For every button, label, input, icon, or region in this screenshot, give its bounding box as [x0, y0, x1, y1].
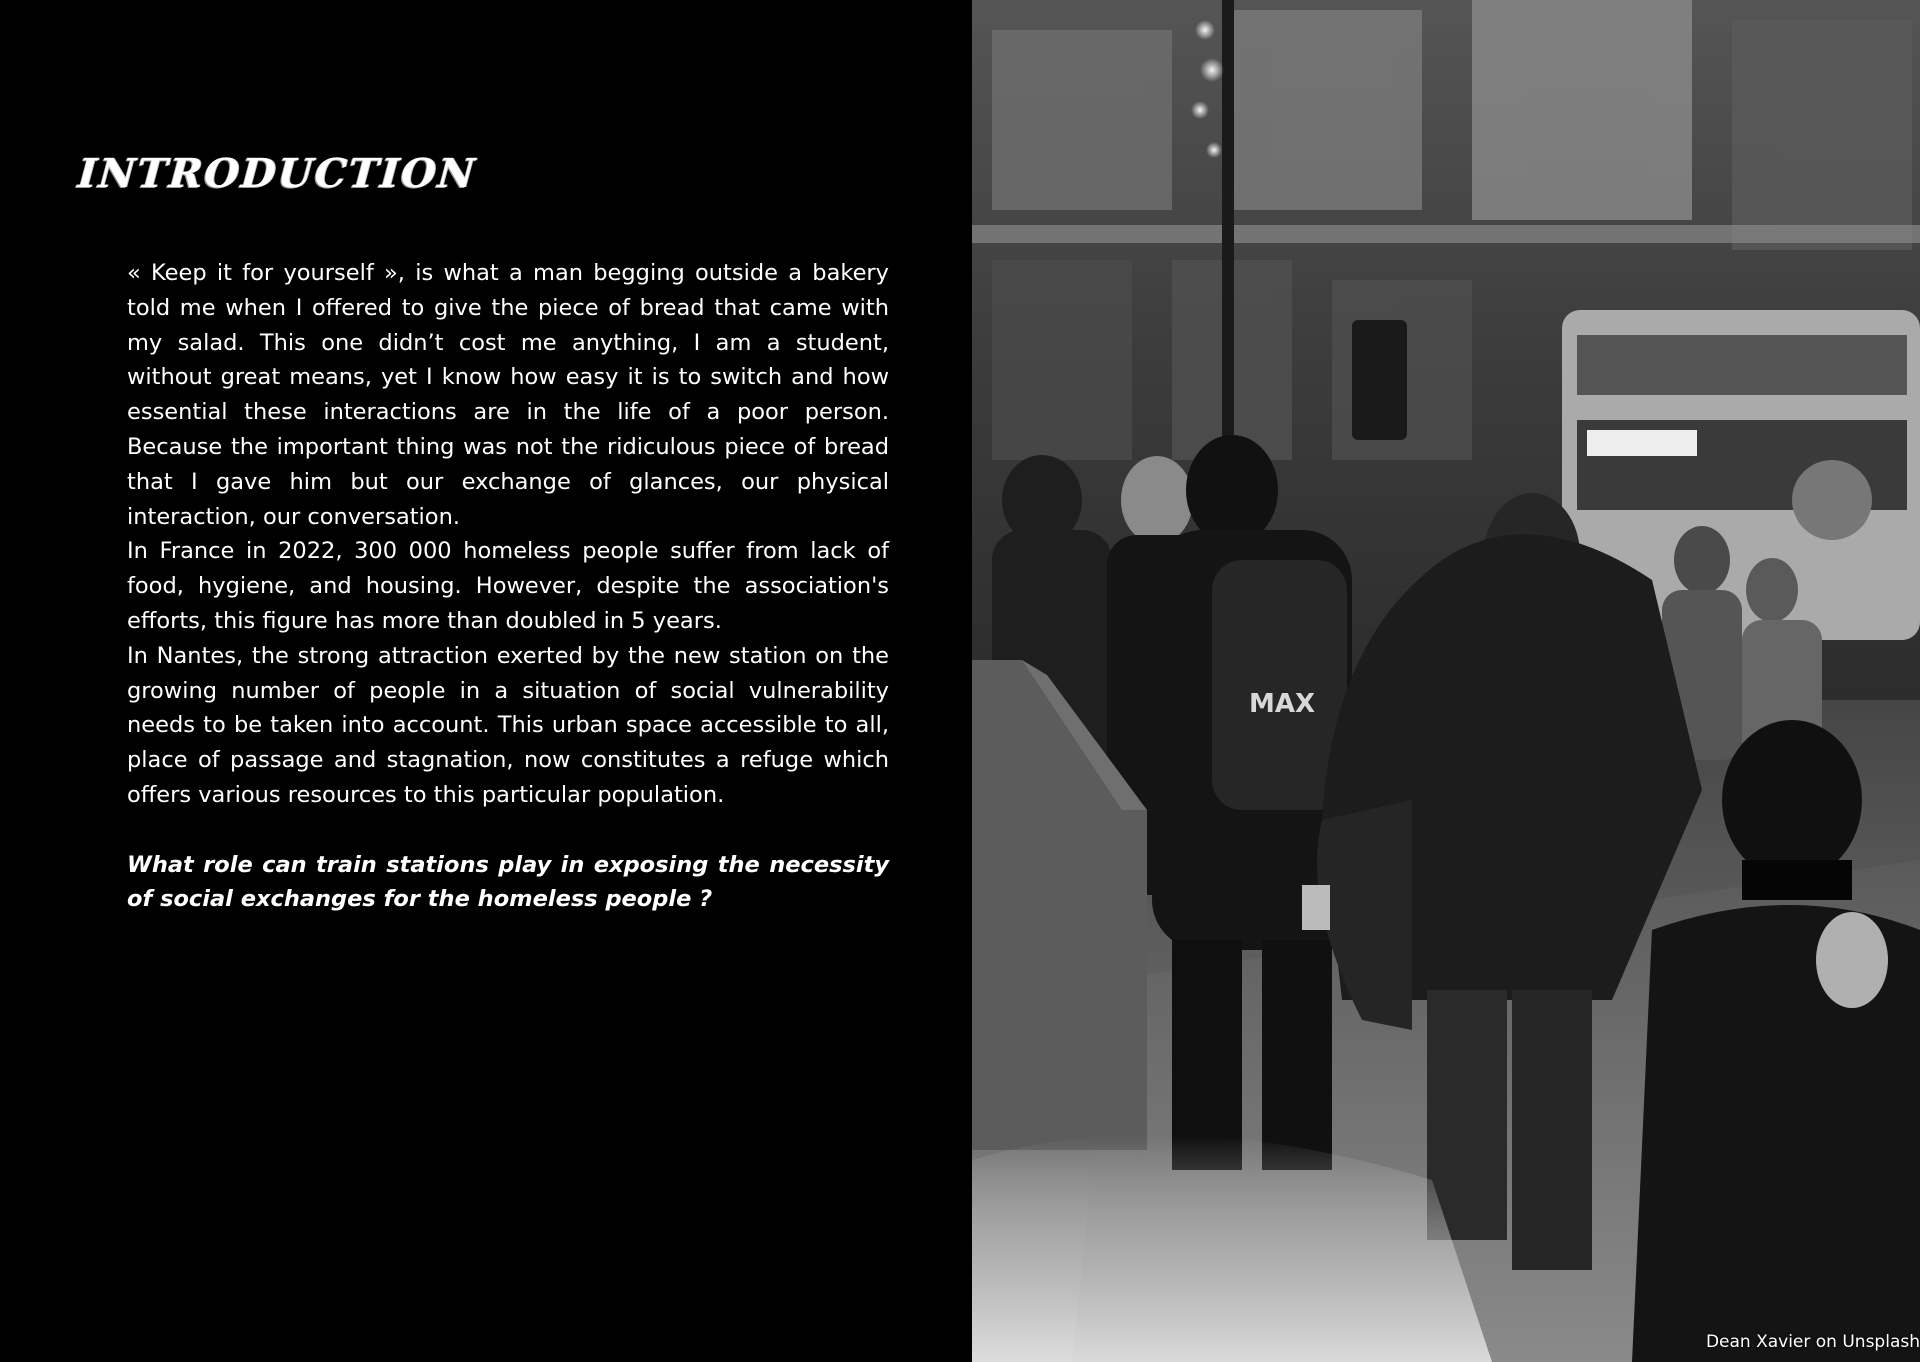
introduction-body [127, 256, 889, 917]
paragraph-nantes: In Nantes, the strong attraction exerted by the new station on the growing number of people in a situation of social vulnerability needs to be taken into account. This urban space accessible to all, place of passage and stagnation, now constitutes a refuge which offers various resources to this particular population. [127, 642, 889, 808]
paragraph-statistics: In France in 2022, 300 000 homeless people suffer from lack of food, hygiene, and housing. However, despite the association's efforts, this figure has more than doubled in 5 years. [127, 538, 889, 634]
street-photo-illustration [972, 0, 1920, 1362]
page-title: INTRODUCTION [76, 150, 479, 197]
spacer [127, 813, 889, 848]
street-photo [972, 0, 1920, 1362]
paragraph-anecdote: « Keep it for yourself », is what a man begging outside a bakery told me when I offered to give the piece of bread that came with my salad. This one didn’t cost me anything, I am a student, without great means, yet I know how easy it is to switch and how essential these interactions are in the life of a poor person. Because the important thing was not the ridiculous piece of bread that I gave him but our exchange of glances, our physical interaction, our conversation. [127, 260, 889, 530]
photo-credit: Dean Xavier on Unsplash [1705, 1332, 1920, 1352]
backpack-logo: MAX [1248, 689, 1316, 719]
traffic-light [1352, 320, 1407, 440]
research-question: What role can train stations play in exposing the necessity of social exchanges for the homeless people ? [127, 851, 889, 913]
